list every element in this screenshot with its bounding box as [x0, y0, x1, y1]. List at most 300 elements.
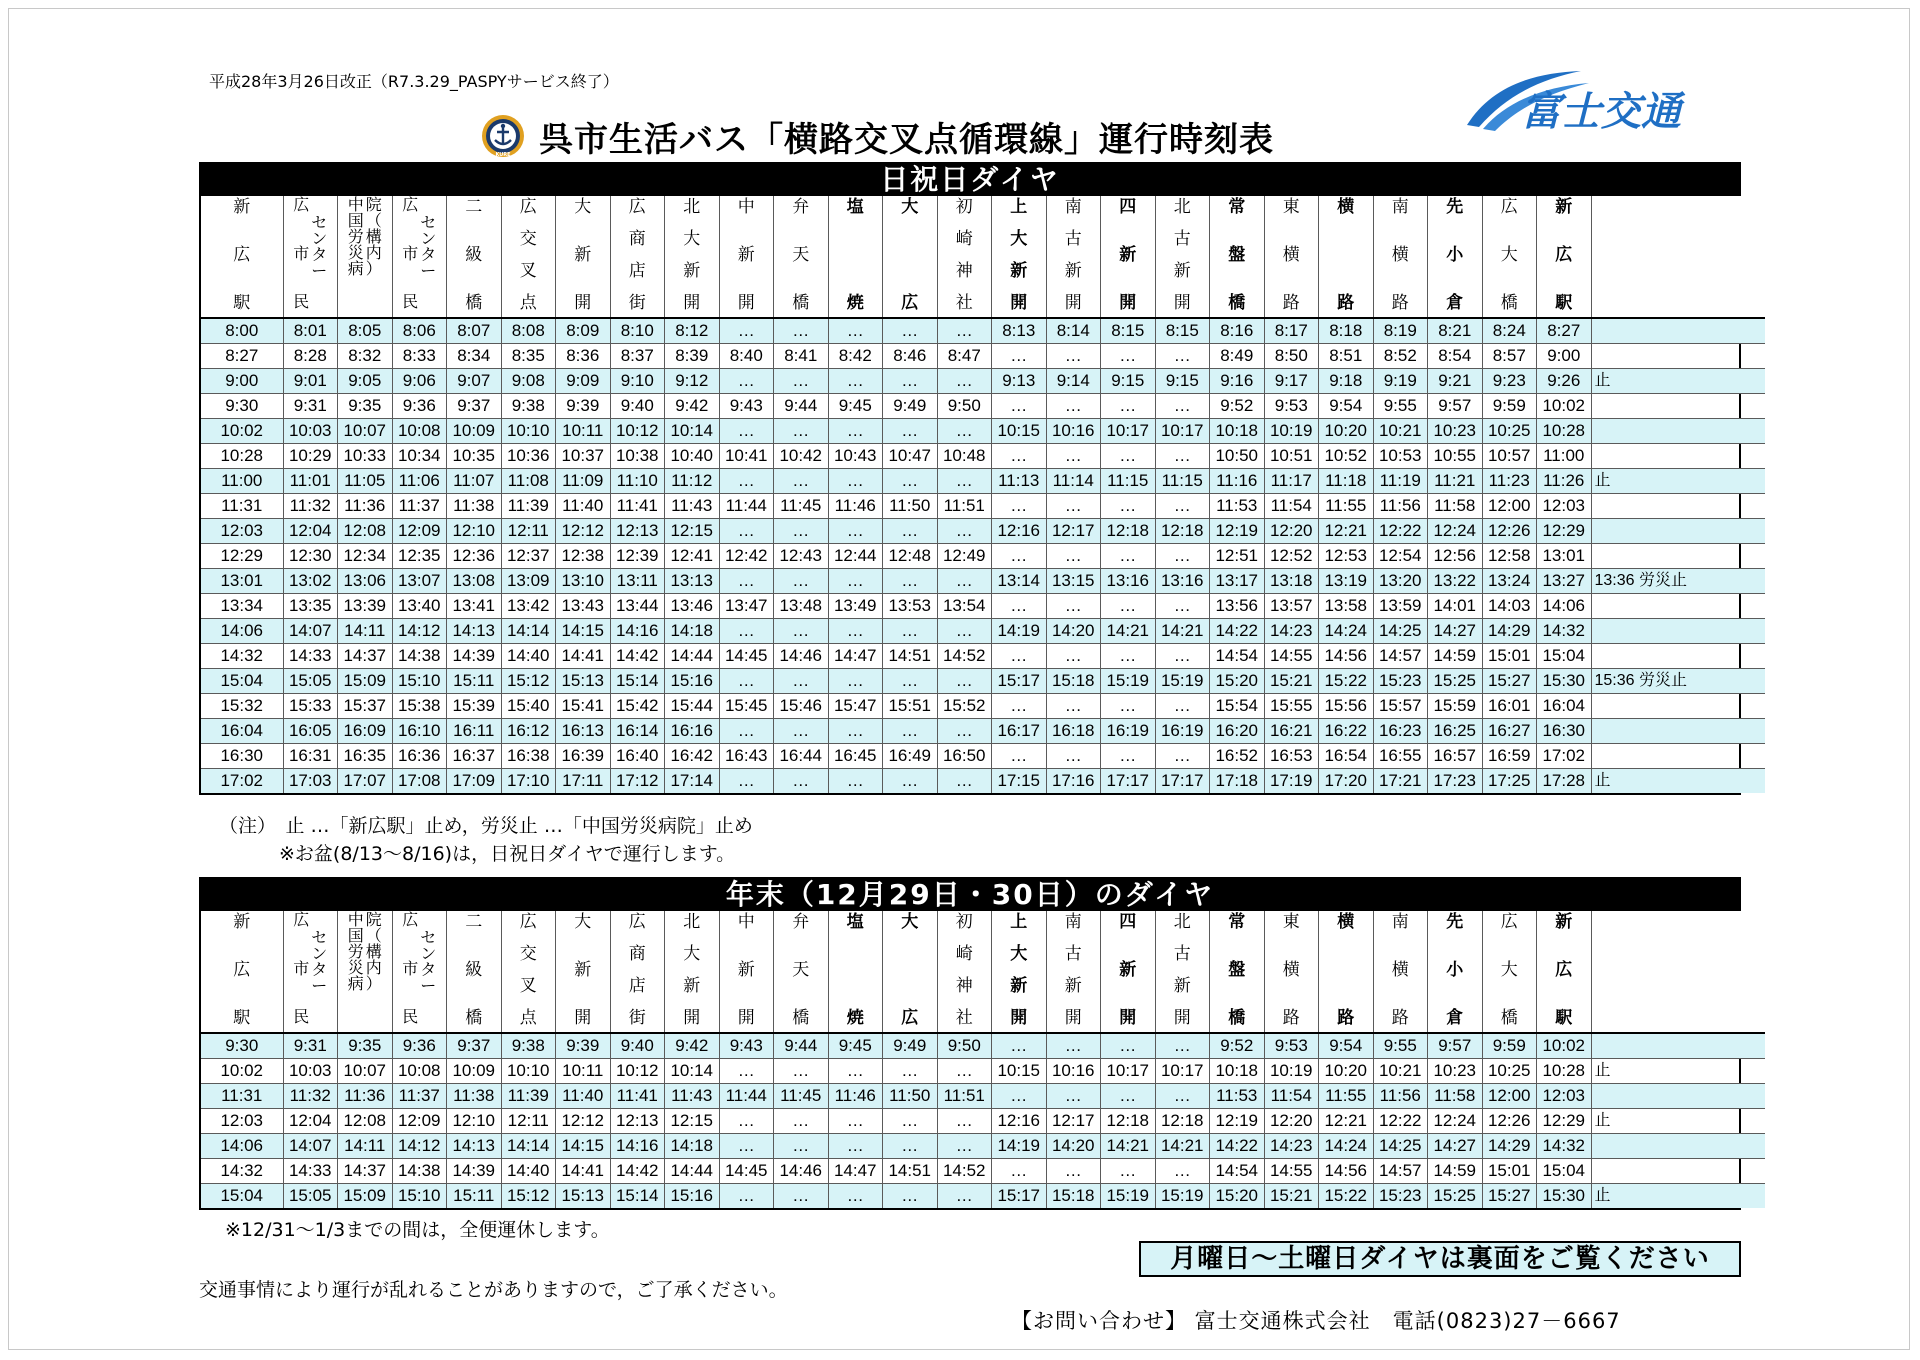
time-cell: 8:52 [1373, 344, 1428, 369]
station-header-cell [501, 911, 556, 1033]
time-cell: 13:17 [1210, 569, 1265, 594]
time-cell: 14:12 [392, 619, 447, 644]
time-cell: 11:38 [447, 1084, 502, 1109]
time-cell: 16:54 [1319, 744, 1374, 769]
station-header-cell [937, 911, 992, 1033]
time-cell: 10:09 [447, 419, 502, 444]
station-char: ー [311, 978, 328, 995]
time-cell: 15:04 [201, 669, 283, 694]
time-cell: 15:32 [201, 694, 283, 719]
time-cell: 14:37 [338, 644, 393, 669]
time-cell: … [1155, 644, 1210, 669]
time-cell: 12:43 [774, 544, 829, 569]
station-char: 民 [293, 1009, 310, 1026]
time-cell: 16:30 [1537, 719, 1592, 744]
time-cell: 9:49 [883, 394, 938, 419]
timetable-row [201, 469, 1765, 494]
time-cell: 11:15 [1155, 469, 1210, 494]
time-cell: 11:21 [1428, 469, 1483, 494]
time-cell: 11:40 [556, 494, 611, 519]
time-cell: … [828, 769, 883, 794]
time-cell: 10:28 [201, 444, 283, 469]
station-char: 倉 [1446, 293, 1464, 312]
time-cell: … [1155, 594, 1210, 619]
time-cell: … [883, 619, 938, 644]
time-cell: 14:06 [201, 619, 283, 644]
time-cell: … [883, 419, 938, 444]
time-cell: 10:47 [883, 444, 938, 469]
station-char: ン [420, 231, 437, 248]
station-char: 街 [628, 1008, 646, 1027]
time-cell: 13:48 [774, 594, 829, 619]
station-header-cell [1264, 911, 1319, 1033]
time-cell: … [774, 519, 829, 544]
time-cell: 12:04 [283, 1109, 338, 1134]
time-cell: 15:25 [1428, 1184, 1483, 1209]
station-char: 北 [683, 912, 701, 931]
station-char: 開 [574, 293, 592, 312]
time-cell: … [719, 318, 774, 344]
time-cell: 14:25 [1373, 1134, 1428, 1159]
station-char: 横 [1337, 197, 1355, 216]
station-char: セ [311, 930, 328, 947]
time-cell: 13:10 [556, 569, 611, 594]
time-cell: … [1046, 394, 1101, 419]
station-char: 路 [1282, 1008, 1300, 1027]
time-cell: 9:54 [1319, 1033, 1374, 1059]
station-char: 新 [737, 245, 755, 264]
station-char: 横 [1282, 960, 1300, 979]
time-cell: 11:00 [201, 469, 283, 494]
station-char: 点 [519, 1008, 537, 1027]
time-cell: 8:42 [828, 344, 883, 369]
station-char: 駅 [1555, 1008, 1573, 1027]
timetable-row [201, 318, 1765, 344]
station-char: 商 [628, 229, 646, 248]
time-cell: 15:09 [338, 669, 393, 694]
time-cell: 10:43 [828, 444, 883, 469]
time-cell: 11:10 [610, 469, 665, 494]
station-name [992, 198, 1046, 311]
time-cell: 11:50 [883, 494, 938, 519]
time-cell: 15:10 [392, 669, 447, 694]
time-cell: 9:16 [1210, 369, 1265, 394]
time-cell: 8:13 [992, 318, 1047, 344]
station-char: 新 [574, 960, 592, 979]
station-name [611, 198, 665, 311]
time-cell: 14:15 [556, 1134, 611, 1159]
time-cell: 11:55 [1319, 1084, 1374, 1109]
station-char: 広 [293, 912, 310, 929]
time-cell: 14:40 [501, 1159, 556, 1184]
time-cell: 8:09 [556, 318, 611, 344]
title-bar [481, 111, 1274, 161]
station-char: 広 [402, 197, 419, 214]
station-name [1319, 913, 1373, 1026]
logo-text: 富士交通 [1521, 89, 1681, 135]
station-char: 内 [365, 960, 382, 977]
time-cell: 12:44 [828, 544, 883, 569]
time-cell: 12:00 [1482, 494, 1537, 519]
row-note-cell [1591, 1033, 1765, 1059]
time-cell: 16:30 [201, 744, 283, 769]
time-cell: 17:19 [1264, 769, 1319, 794]
time-cell: 11:31 [201, 494, 283, 519]
time-cell: … [992, 694, 1047, 719]
time-cell: 14:40 [501, 644, 556, 669]
time-cell: … [937, 469, 992, 494]
time-cell: 12:48 [883, 544, 938, 569]
time-cell: 16:10 [392, 719, 447, 744]
time-cell: 17:21 [1373, 769, 1428, 794]
time-cell: 14:07 [283, 1134, 338, 1159]
time-cell: … [774, 1109, 829, 1134]
station-char: 橋 [792, 1008, 810, 1027]
row-note-cell [1591, 619, 1765, 644]
station-name [284, 198, 338, 311]
station-char: 古 [1064, 944, 1082, 963]
time-cell: 10:12 [610, 419, 665, 444]
station-header-cell [1210, 196, 1265, 318]
time-cell: 10:38 [610, 444, 665, 469]
row-note-cell [1591, 719, 1765, 744]
station-char: 南 [1391, 197, 1409, 216]
station-char: 二 [465, 197, 483, 216]
station-char: 崎 [955, 944, 973, 963]
time-cell: 10:29 [283, 444, 338, 469]
time-cell: 12:34 [338, 544, 393, 569]
station-char: 路 [1282, 293, 1300, 312]
station-name [938, 198, 992, 311]
timetable-row [201, 1059, 1765, 1084]
timetable-row [201, 494, 1765, 519]
time-cell: 15:04 [1537, 644, 1592, 669]
station-char: 橋 [1500, 1008, 1518, 1027]
time-cell: … [883, 318, 938, 344]
time-cell: 11:19 [1373, 469, 1428, 494]
time-cell: 11:36 [338, 494, 393, 519]
time-cell: 13:47 [719, 594, 774, 619]
time-cell: 14:56 [1319, 1159, 1374, 1184]
station-char: ー [420, 263, 437, 280]
time-cell: 10:50 [1210, 444, 1265, 469]
station-char: 小 [1446, 245, 1464, 264]
station-char: 常 [1228, 912, 1246, 931]
station-char: 橋 [465, 1008, 483, 1027]
station-char: 四 [1119, 912, 1137, 931]
time-cell: 13:07 [392, 569, 447, 594]
time-cell: … [883, 669, 938, 694]
time-cell: 14:33 [283, 644, 338, 669]
time-cell: 10:17 [1101, 419, 1156, 444]
station-char: 東 [1282, 197, 1300, 216]
time-cell: 11:46 [828, 1084, 883, 1109]
time-cell: 9:10 [610, 369, 665, 394]
time-cell: 14:21 [1155, 619, 1210, 644]
time-cell: 8:33 [392, 344, 447, 369]
station-char: 橋 [1228, 293, 1246, 312]
time-cell: … [1155, 1084, 1210, 1109]
time-cell: 15:41 [556, 694, 611, 719]
time-cell: 12:22 [1373, 1109, 1428, 1134]
time-cell: 12:18 [1101, 1109, 1156, 1134]
time-cell: 9:55 [1373, 394, 1428, 419]
time-cell: 15:57 [1373, 694, 1428, 719]
time-cell: 14:25 [1373, 619, 1428, 644]
time-cell: 11:23 [1482, 469, 1537, 494]
time-cell: 9:53 [1264, 394, 1319, 419]
time-cell: 9:57 [1428, 1033, 1483, 1059]
time-cell: … [1046, 744, 1101, 769]
timetable-row [201, 544, 1765, 569]
time-cell: 12:37 [501, 544, 556, 569]
station-char: 新 [683, 976, 701, 995]
station-char: 労 [347, 944, 364, 961]
time-cell: 14:59 [1428, 644, 1483, 669]
time-cell: 11:58 [1428, 1084, 1483, 1109]
station-char: 中 [737, 912, 755, 931]
time-cell: 16:49 [883, 744, 938, 769]
station-char: 初 [955, 912, 973, 931]
time-cell: 14:44 [665, 1159, 720, 1184]
time-cell: 9:55 [1373, 1033, 1428, 1059]
time-cell: … [883, 1059, 938, 1084]
station-header-cell [992, 196, 1047, 318]
station-header-cell [1428, 196, 1483, 318]
time-cell: 15:22 [1319, 1184, 1374, 1209]
time-cell: 12:03 [201, 519, 283, 544]
time-cell: 15:21 [1264, 1184, 1319, 1209]
station-name [556, 913, 610, 1026]
time-cell: … [992, 544, 1047, 569]
time-cell: 16:20 [1210, 719, 1265, 744]
station-char: ン [311, 946, 328, 963]
station-char: 駅 [233, 1008, 251, 1027]
time-cell: 16:45 [828, 744, 883, 769]
station-char: 新 [1555, 912, 1573, 931]
time-cell: 9:26 [1537, 369, 1592, 394]
time-cell: 14:45 [719, 644, 774, 669]
station-char: ー [311, 263, 328, 280]
row-note-cell [1591, 1084, 1765, 1109]
time-cell: 10:20 [1319, 419, 1374, 444]
station-char: 新 [1010, 976, 1028, 995]
time-cell: 10:02 [1537, 394, 1592, 419]
time-cell: 9:59 [1482, 394, 1537, 419]
time-cell: 12:03 [201, 1109, 283, 1134]
time-cell: 11:39 [501, 494, 556, 519]
time-cell: 16:13 [556, 719, 611, 744]
time-cell: … [1155, 694, 1210, 719]
time-cell: … [1046, 444, 1101, 469]
time-cell: 14:33 [283, 1159, 338, 1184]
time-cell: 11:51 [937, 1084, 992, 1109]
time-cell: 9:38 [501, 394, 556, 419]
station-char: 中 [347, 197, 364, 214]
time-cell: … [883, 469, 938, 494]
station-header-cell [719, 911, 774, 1033]
time-cell: 14:23 [1264, 1134, 1319, 1159]
time-cell: … [1101, 444, 1156, 469]
time-cell: 9:44 [774, 394, 829, 419]
time-cell: … [992, 594, 1047, 619]
time-cell: … [937, 369, 992, 394]
time-cell: 10:42 [774, 444, 829, 469]
station-name [447, 913, 501, 1026]
time-cell: 11:31 [201, 1084, 283, 1109]
timetable-row [201, 1084, 1765, 1109]
holiday-heading: 日祝日ダイヤ [201, 164, 1739, 196]
time-cell: 17:09 [447, 769, 502, 794]
time-cell: 10:16 [1046, 419, 1101, 444]
time-cell: 12:03 [1537, 1084, 1592, 1109]
station-char: 大 [1010, 229, 1028, 248]
time-cell: … [1101, 494, 1156, 519]
time-cell: … [774, 619, 829, 644]
station-header-cell [283, 196, 338, 318]
station-char: 民 [402, 294, 419, 311]
time-cell: 9:31 [283, 394, 338, 419]
time-cell: 8:15 [1155, 318, 1210, 344]
station-char: 病 [347, 261, 364, 278]
time-cell: 15:30 [1537, 1184, 1592, 1209]
row-note-cell: 13:36 労災止 [1591, 569, 1765, 594]
station-char: 民 [402, 1009, 419, 1026]
time-cell: 11:06 [392, 469, 447, 494]
time-cell: 12:08 [338, 1109, 393, 1134]
time-cell: 9:17 [1264, 369, 1319, 394]
station-header-cell [1319, 196, 1374, 318]
time-cell: … [828, 1184, 883, 1209]
time-cell: 11:26 [1537, 469, 1592, 494]
time-cell: 9:50 [937, 1033, 992, 1059]
station-name [829, 198, 883, 311]
time-cell: 12:12 [556, 519, 611, 544]
time-cell: 15:19 [1101, 1184, 1156, 1209]
time-cell: 17:08 [392, 769, 447, 794]
time-cell: 13:01 [201, 569, 283, 594]
time-cell: 13:59 [1373, 594, 1428, 619]
time-cell: 8:07 [447, 318, 502, 344]
station-char: 塩 [846, 912, 864, 931]
time-cell: 12:09 [392, 1109, 447, 1134]
station-char: 新 [233, 912, 251, 931]
time-cell: 16:55 [1373, 744, 1428, 769]
time-cell: 15:18 [1046, 669, 1101, 694]
time-cell: 10:36 [501, 444, 556, 469]
time-cell: 16:35 [338, 744, 393, 769]
time-cell: 12:03 [1537, 494, 1592, 519]
time-cell: … [1155, 444, 1210, 469]
time-cell: 14:42 [610, 644, 665, 669]
station-char: 開 [1119, 293, 1137, 312]
station-header-cell [556, 196, 611, 318]
station-char: 新 [1010, 261, 1028, 280]
time-cell: 12:10 [447, 519, 502, 544]
time-cell: … [937, 1059, 992, 1084]
time-cell: 15:37 [338, 694, 393, 719]
time-cell: 9:53 [1264, 1033, 1319, 1059]
time-cell: 15:19 [1155, 1184, 1210, 1209]
time-cell: … [719, 419, 774, 444]
time-cell: 11:50 [883, 1084, 938, 1109]
time-cell: 9:42 [665, 1033, 720, 1059]
station-char: 開 [574, 1008, 592, 1027]
time-cell: … [992, 444, 1047, 469]
time-cell: 10:14 [665, 1059, 720, 1084]
time-cell: 14:19 [992, 619, 1047, 644]
time-cell: 12:35 [392, 544, 447, 569]
time-cell: 14:24 [1319, 619, 1374, 644]
row-note-cell [1591, 694, 1765, 719]
station-name [201, 913, 283, 1026]
station-char: 古 [1173, 229, 1191, 248]
station-name [1210, 913, 1264, 1026]
station-char: セ [420, 215, 437, 232]
station-char: 新 [737, 960, 755, 979]
time-cell: 14:41 [556, 1159, 611, 1184]
time-cell: 10:14 [665, 419, 720, 444]
time-cell: 15:12 [501, 669, 556, 694]
station-char: 新 [1119, 245, 1137, 264]
station-header-cell [665, 911, 720, 1033]
time-cell: … [1101, 694, 1156, 719]
station-char: 中 [347, 912, 364, 929]
legend-note: （注） 止 …「新広駅」止め，労災止 …「中国労災病院」止め [219, 815, 753, 837]
time-cell: … [1046, 1084, 1101, 1109]
row-note-cell: 止 [1591, 1184, 1765, 1209]
time-cell: 16:52 [1210, 744, 1265, 769]
timetable-row [201, 719, 1765, 744]
time-cell: 11:39 [501, 1084, 556, 1109]
time-cell: 15:19 [1101, 669, 1156, 694]
row-note-cell [1591, 394, 1765, 419]
station-header-cell [1101, 196, 1156, 318]
station-char: 上 [1010, 912, 1028, 931]
station-char: 倉 [1446, 1008, 1464, 1027]
time-cell: 9:31 [283, 1033, 338, 1059]
row-note-cell [1591, 344, 1765, 369]
time-cell: 11:44 [719, 1084, 774, 1109]
kure-city-emblem-icon [481, 114, 525, 158]
time-cell: 15:16 [665, 669, 720, 694]
time-cell: 10:03 [283, 1059, 338, 1084]
time-cell: 15:21 [1264, 669, 1319, 694]
time-cell: 15:42 [610, 694, 665, 719]
time-cell: 11:54 [1264, 494, 1319, 519]
station-name [447, 198, 501, 311]
time-cell: 15:47 [828, 694, 883, 719]
time-cell: 13:35 [283, 594, 338, 619]
time-cell: 14:54 [1210, 1159, 1265, 1184]
time-cell: 12:17 [1046, 519, 1101, 544]
time-cell: 10:28 [1537, 419, 1592, 444]
station-char: 路 [1391, 1008, 1409, 1027]
time-cell: 11:13 [992, 469, 1047, 494]
time-cell: 9:52 [1210, 394, 1265, 419]
time-cell: 10:19 [1264, 419, 1319, 444]
station-char: 叉 [519, 261, 537, 280]
time-cell: … [1155, 744, 1210, 769]
station-name [284, 913, 338, 1026]
station-char: 広 [901, 293, 919, 312]
station-name [556, 198, 610, 311]
timetable-row [201, 1159, 1765, 1184]
time-cell: 10:19 [1264, 1059, 1319, 1084]
time-cell: 12:17 [1046, 1109, 1101, 1134]
station-char: 崎 [955, 229, 973, 248]
time-cell: 12:24 [1428, 1109, 1483, 1134]
